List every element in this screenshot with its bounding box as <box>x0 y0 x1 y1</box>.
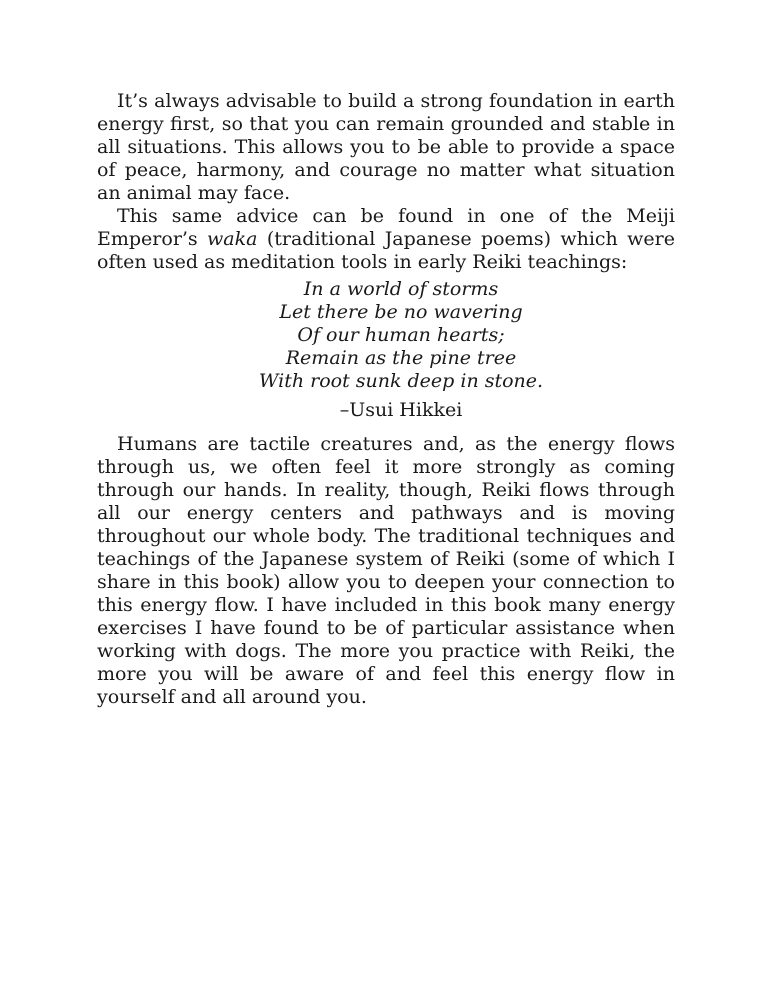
paragraph-tactile-creatures: Humans are tactile creatures and, as the energy flows through us, we often feel it more strongly as coming through our hands. In reality, though, Reiki flows through all our energy centers and pathways and is moving throughout our whole body. The traditional techniques and teachings of the Japanese system of Reiki (some of which I share in this book) allow you to deepen your connection to this energy flow. I have included in this book many energy exercises I have found to be of particular assistance when working with dogs. The more you practice with Reiki, the more you will be aware of and feel this energy flow in yourself and all around you. <box>97 433 675 708</box>
paragraph-meiji-text-start: This same advice can be found in one of the Meiji Emperor’s <box>97 205 675 250</box>
paragraph-earth-energy: It’s always advisable to build a strong foundation in earth energy first, so that you can remain grounded and stable in all situations. This allows you to be able to provide a space of peace, harmony, and courage no matter what situation an animal may face. <box>97 90 675 204</box>
page-body <box>97 90 675 709</box>
poem-line: Of our human hearts; <box>297 324 505 346</box>
poem-attribution: –Usui Hikkei <box>339 399 463 421</box>
poem-line: Remain as the pine tree <box>285 347 517 369</box>
paragraph-meiji-text-end: (traditional Japanese poems) which were often used as meditation tools in early Reiki teachings: <box>97 228 675 273</box>
emphasis-waka: waka <box>207 228 258 250</box>
poem-line: Let there be no wavering <box>279 301 523 323</box>
paragraph-meiji-advice <box>97 205 675 274</box>
poem-line: In a world of storms <box>303 278 499 300</box>
poem-line: With root sunk deep in stone. <box>258 370 544 392</box>
poem-block <box>97 278 675 393</box>
